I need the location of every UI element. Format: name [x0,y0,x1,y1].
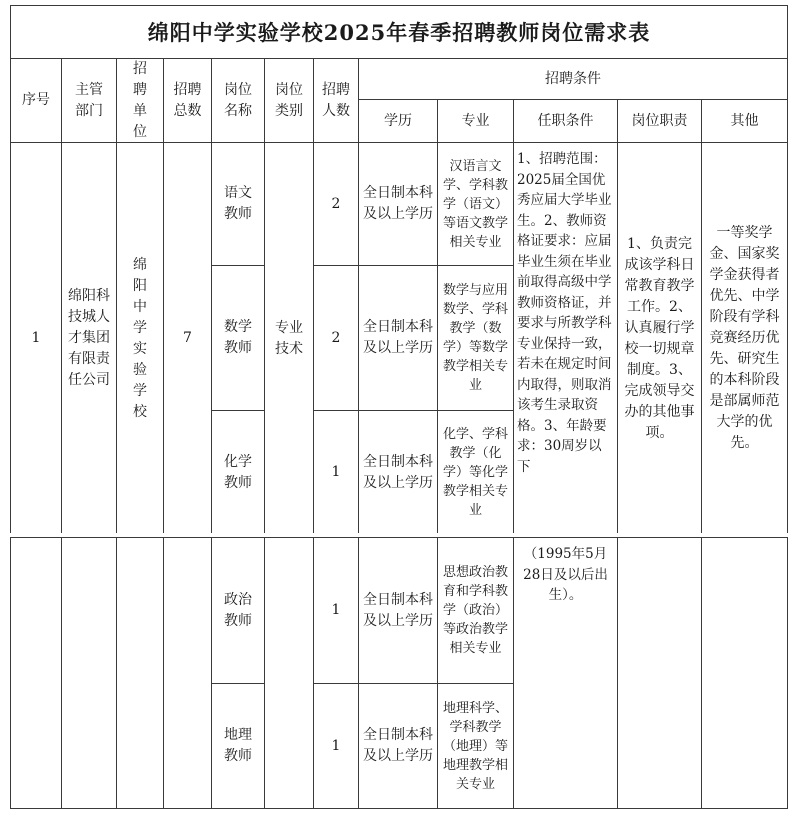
table-row-position-5: 地理教师 [211,683,265,809]
row-1-education: 全日制本科及以上学历 [358,142,438,266]
row-5-education: 全日制本科及以上学历 [358,683,438,809]
cell-seq: 1 [10,142,62,535]
cell-dept: 绵阳科技城人才集团有限责任公司 [61,142,117,535]
cell-dept-cont [61,537,117,809]
cell-duties: 1、负责完成该学科日常教育教学工作。2、认真履行学校一切规章制度。3、完成领导交办的其他事项。 [617,142,702,535]
title-text: 绵阳中学实验学校2025年春季招聘教师岗位需求表 [147,19,651,45]
row-4-count: 1 [313,537,359,684]
cell-category-cont [264,537,314,809]
row-4-major: 思想政治教育和学科教学（政治）等政治教学相关专业 [437,537,514,684]
row-3-major: 化学、学科教学（化学）等化学教学相关专业 [437,410,514,535]
cell-unit: 绵阳中学实验学校 [116,142,164,535]
row-1-major: 汉语言文学、学科教学（语文）等语文教学相关专业 [437,142,514,266]
cell-requirements: 1、招聘范围：2025届全国优秀应届大学毕业生。2、教师资格证要求：应届毕业生须在毕业前取得高级中学教师资格证，并要求与所教学科专业保持一致，若未在规定时间内取得，则取消该考生录取资格。3、年龄要求：30周岁以下 [513,142,618,535]
row-2-count: 2 [313,265,359,411]
header-count: 招聘人数 [313,58,359,143]
cell-unit-cont [116,537,164,809]
header-requirements: 任职条件 [513,99,618,143]
row-4-education: 全日制本科及以上学历 [358,537,438,684]
row-5-major: 地理科学、学科教学（地理）等地理教学相关专业 [437,683,514,809]
row-5-count: 1 [313,683,359,809]
cell-total-cont [163,537,212,809]
header-unit: 招聘单位 [116,58,164,143]
header-conditions: 招聘条件 [358,58,788,100]
header-position: 岗位名称 [211,58,265,143]
row-3-count: 1 [313,410,359,535]
table-title [10,5,788,59]
header-seq: 序号 [10,58,62,143]
header-education: 学历 [358,99,438,143]
row-2-education: 全日制本科及以上学历 [358,265,438,411]
table-row-position-3: 化学教师 [211,410,265,535]
header-major: 专业 [437,99,514,143]
cell-duties-cont [617,537,702,809]
cell-seq-cont [10,537,62,809]
cell-other-cont [701,537,788,809]
header-total: 招聘总数 [163,58,212,143]
header-duties: 岗位职责 [617,99,702,143]
table-row-position-2: 数学教师 [211,265,265,411]
row-3-education: 全日制本科及以上学历 [358,410,438,535]
header-dept: 主管部门 [61,58,117,143]
table-row-position-4: 政治教师 [211,537,265,684]
cell-requirements-cont: （1995年5月28日及以后出生）。 [513,537,618,809]
cell-category: 专业技术 [264,142,314,535]
table-row-position-1: 语文教师 [211,142,265,266]
cell-total: 7 [163,142,212,535]
header-category: 岗位类别 [264,58,314,143]
cell-other: 一等奖学金、国家奖学金获得者优先、中学阶段有学科竞赛经历优先、研究生的本科阶段是部属师范大学的优先。 [701,142,788,535]
row-1-count: 2 [313,142,359,266]
row-2-major: 数学与应用数学、学科教学（数学）等数学教学相关专业 [437,265,514,411]
header-other: 其他 [701,99,788,143]
